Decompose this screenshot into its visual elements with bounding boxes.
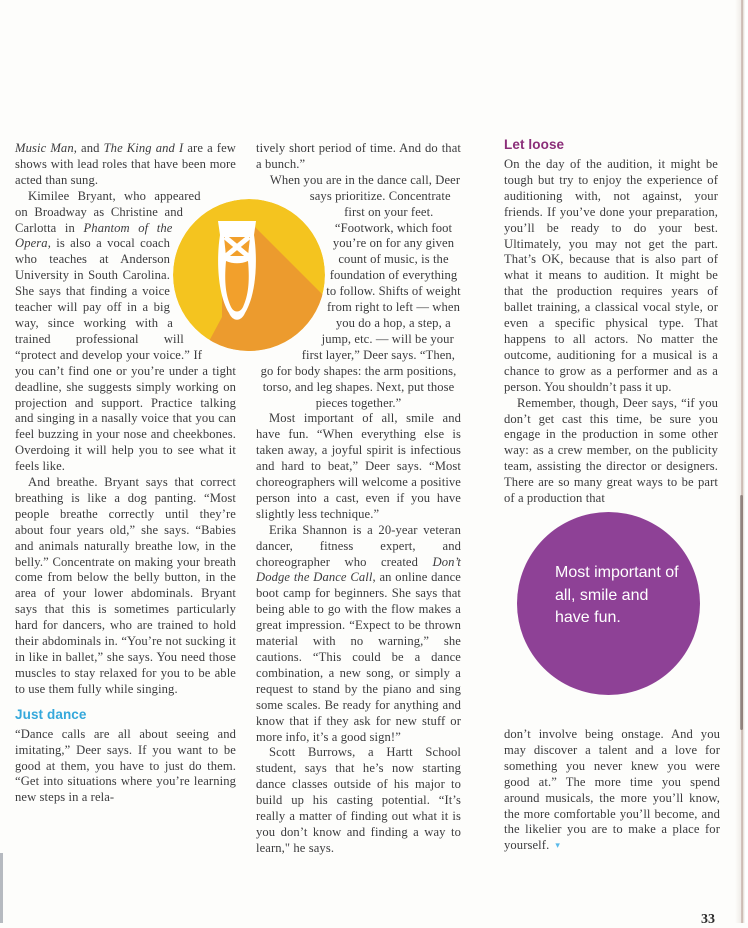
paragraph: Most important of all, smile and have fun. “When everything else is taken away, a joyful spirit is infectious and hard to beat,” Deer says. “Most choreographers will welcome a positive person into a cast, even if you have slightly less technique.”	[256, 411, 461, 521]
paragraph: Scott Burrows, a Hartt School student, says that he’s now starting dance classes outside of his major to build up his casting potential. “It’s really a matter of finding out what it is you don’t know and finding a way to learn," he says.	[256, 745, 461, 855]
paragraph: And breathe. Bryant says that correct breathing is like a dog panting. “Most people breathe correctly until they’re about four years old,” she says. “Babies and animals naturally breathe low, in the belly.” Concentrate on making your breath come from below the belly button, in the area of your lower abdominals. Bryant says that this is sometimes particularly hard for dancers, who are trained to hold their abdominals in. “You’re not sucking it in like in ballet,” she says. You need those muscles to stay relaxed for you to be able to use them fully while singing.	[15, 475, 236, 696]
paragraph: tively short period of time. And do that a bunch.”	[256, 141, 461, 171]
page-edge-right-shadow	[740, 495, 743, 730]
paragraph: Erika Shannon is a 20-year veteran dancer, fitness expert, and choreographer who created Don’t Dodge the Dance Call, an online dance boot camp for beginners. She says that being able to go with the flow makes a great impression. “Expect to be thrown material with no warning,” she cautions. “This could be a dance combination, a new song, or simply a request to stand by the piano and sing some scales. Be ready for anything and know that if they ask for new stuff or more info, it’s a good sign!”	[256, 522, 461, 744]
paragraph: don’t involve being onstage. And you may discover a talent and a love for something you never knew you were good at.” The more time you spend around musicals, the more you’ll know, the more comfortable you’ll become, and the likelier you are to make a place for yourself. ▾	[504, 727, 720, 853]
page-edge-right-line	[741, 0, 743, 923]
pointe-shoe-icon	[173, 199, 325, 351]
paragraph: When you are in the dance call, Deer says prioritize. Concentrate first on your feet. “Footwork, which foot you’re on for any given count of music, is the foundation of everything to follow. Shifts of weight from right to left — when you do a hop, a step, a jump, etc. — will be your first layer,” Deer says. “Then, go for body shapes: the arm positions, torso, and leg shapes. Next, put those pieces together.”	[260, 172, 461, 410]
article-column-right-bottom	[504, 727, 720, 855]
pull-quote-circle	[517, 512, 700, 695]
paragraph: On the day of the audition, it might be tough but try to enjoy the experience of auditioning with, not against, your friends. If you’ve done your preparation, you’ll be ready to do your best. Ultimately, you may not get the part. That’s OK, because that is also part of what it means to audition. It might be that the production requires years of ballet training, a classical vocal style, or even a specific physical type. That happens to all actors. No matter the outcome, auditioning for a musical is a chance to grow as a performer and as a person. You shouldn’t pass it up.	[504, 157, 718, 394]
pointe-shoe-badge	[173, 199, 325, 351]
paragraph: Kimilee Bryant, who appeared on Broadway as Christine and Carlotta in Phantom of the Opera, is also a vocal coach who teaches at Anderson University in South Carolina. She says that finding a voice teacher will pay off in a big way, since working with a trained professional will “protect and develop your voice.” If you can’t find one or you’re under a tight deadline, she suggests simply working on projection and support. Practice talking and singing in a nasally voice that you can feel buzzing in your nose and cheekbones. Overdoing it will help you to see what it feels like.	[15, 188, 236, 474]
section-heading: Let loose	[504, 137, 565, 152]
paragraph: Remember, though, Deer says, “if you don’t get cast this time, be sure you engage in the production in some other way: as a crew member, on the publicity team, assisting the director or designers. There are so many great ways to be part of a production that	[504, 395, 718, 506]
pull-quote-text: Most important of all, smile and have fun.	[555, 564, 679, 626]
paragraph: Music Man, and The King and I are a few shows with lead roles that have been more acted than sung.	[15, 141, 236, 187]
page-number: 33	[701, 912, 715, 927]
paragraph: “Dance calls are all about seeing and imitating,” Deer says. If you want to be good at them, you have to just do them. “Get into situations where you’re learning new steps in a rela-	[15, 726, 236, 805]
article-column-right	[504, 137, 718, 507]
section-heading: Just dance	[15, 706, 87, 722]
end-of-article-icon: ▾	[555, 841, 560, 852]
page-edge-left-bottom	[0, 853, 3, 923]
